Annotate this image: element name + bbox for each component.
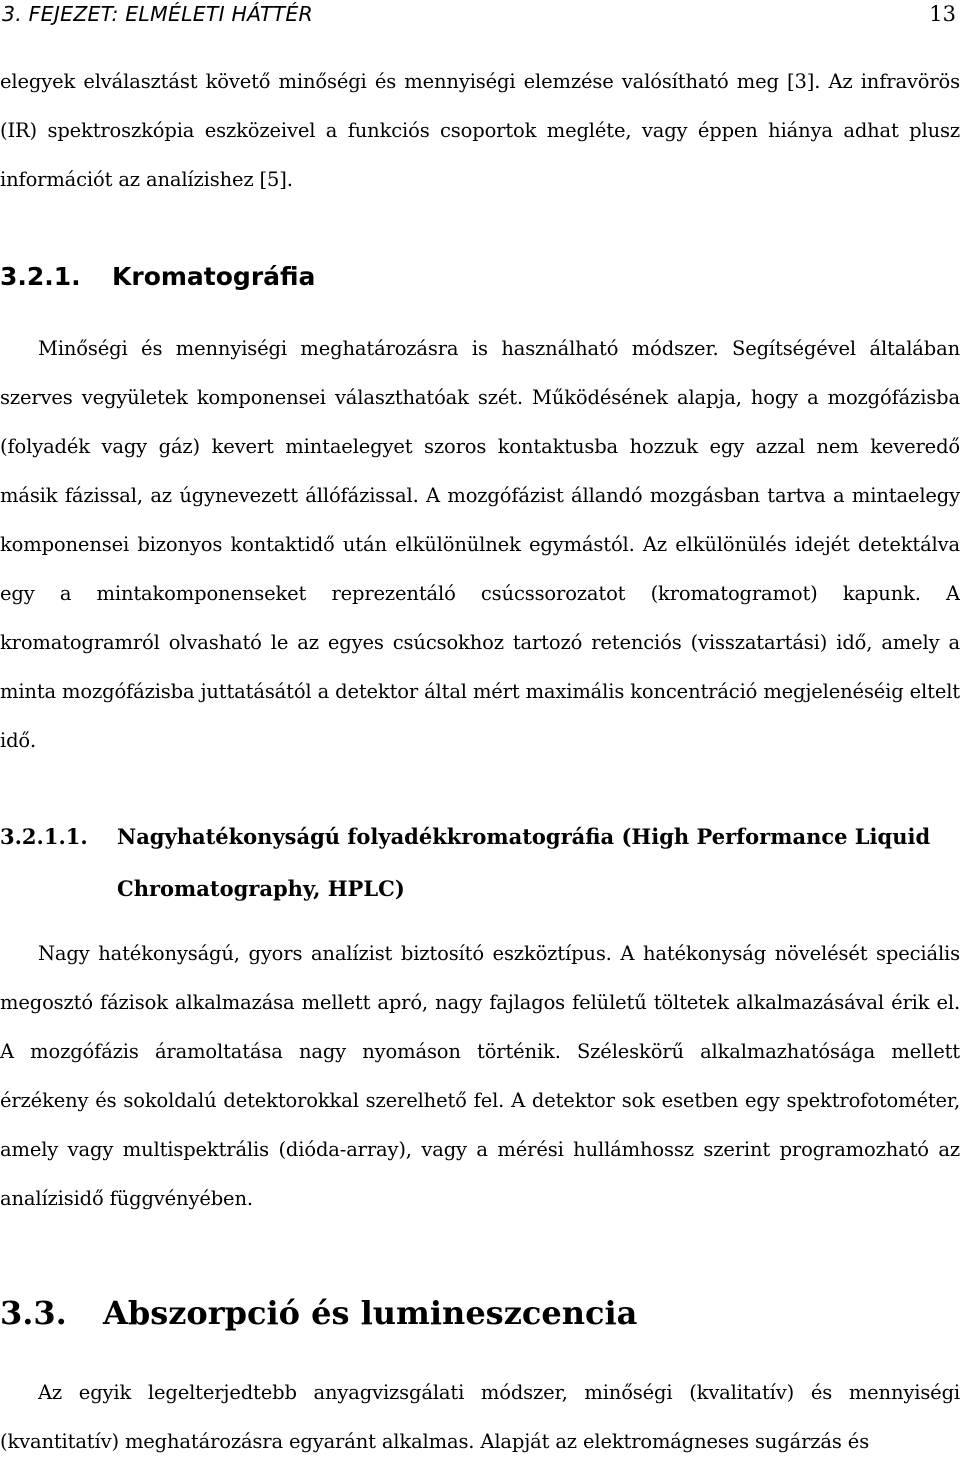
chromatography-paragraph: Minőségi és mennyiségi meghatározásra is használható módszer. Segítségével általában szerves vegyületek komponensei választhatóak szét. Működésének alapja, hogy a mozgófázisba (folyadék vagy gáz) kevert mintaelegyet szoros kontaktusba hozzuk egy azzal nem keveredő másik fázissal, az úgynevezett állófázissal. A mozgófázist állandó mozgásban tartva a mintaelegy komponensei bizonyos kontaktidő után elkülönülnek egymástól. Az elkülönülés idejét detektálva egy a mintakomponenseket reprezentáló csúcssorozatot (kromatogramot) kapunk. A kromatogramról olvasható le az egyes csúcsokhoz tartozó retenciós (visszatartási) idő, amely a minta mozgófázisba juttatásától a detektor által mért maximális koncentráció megjelenéséig eltelt idő. [0,337,960,752]
section-body-3-3 [0,1368,960,1466]
intro-text [0,57,960,204]
section-number: 3.3. [0,1294,67,1332]
intro-paragraph: elegyek elválasztást követő minőségi és mennyiségi elemzése valósítható meg [3]. Az infravörös (IR) spektroszkópia eszközeivel a funkciós csoportok megléte, vagy éppen hiánya adhat plusz információt az analízishez [5]. [0,70,960,191]
subsection-heading-3-2-1-1 [0,811,960,915]
page-number: 13 [929,2,956,26]
section-heading-3-3 [0,1294,637,1332]
chapter-title: 3. FEJEZET: ELMÉLETI HÁTTÉR [2,2,313,26]
section-body-3-2-1-1 [0,929,960,1223]
subsection-title: Nagyhatékonyságú folyadékkromatográfia (High Performance Liquid Chromatography, HPLC) [117,824,931,901]
section-heading-3-2-1 [0,262,315,291]
hplc-paragraph: Nagy hatékonyságú, gyors analízist biztosító eszköztípus. A hatékonyság növelését speciális megosztó fázisok alkalmazása mellett apró, nagy fajlagos felületű töltetek alkalmazásával érik el. A mozgófázis áramoltatása nagy nyomáson történik. Széleskörű alkalmazhatósága mellett érzékeny és sokoldalú detektorokkal szerelhető fel. A detektor sok esetben egy spektrofotométer, amely vagy multispektrális (dióda-array), vagy a mérési hullámhossz szerint programozható az analízisidő függvényében. [0,942,960,1210]
subsection-number: 3.2.1.1. [0,824,88,849]
section-body-3-2-1 [0,324,960,765]
section-title: Abszorpció és lumineszcencia [103,1294,638,1332]
section-title: Kromatográfia [112,262,316,291]
running-header [0,0,960,34]
section-number: 3.2.1. [0,262,81,291]
absorption-paragraph: Az egyik legelterjedtebb anyagvizsgálati módszer, minőségi (kvalitatív) és mennyiségi (kvantitatív) meghatározásra egyaránt alkalmas. Alapját az elektromágneses sugárzás és [0,1381,960,1453]
